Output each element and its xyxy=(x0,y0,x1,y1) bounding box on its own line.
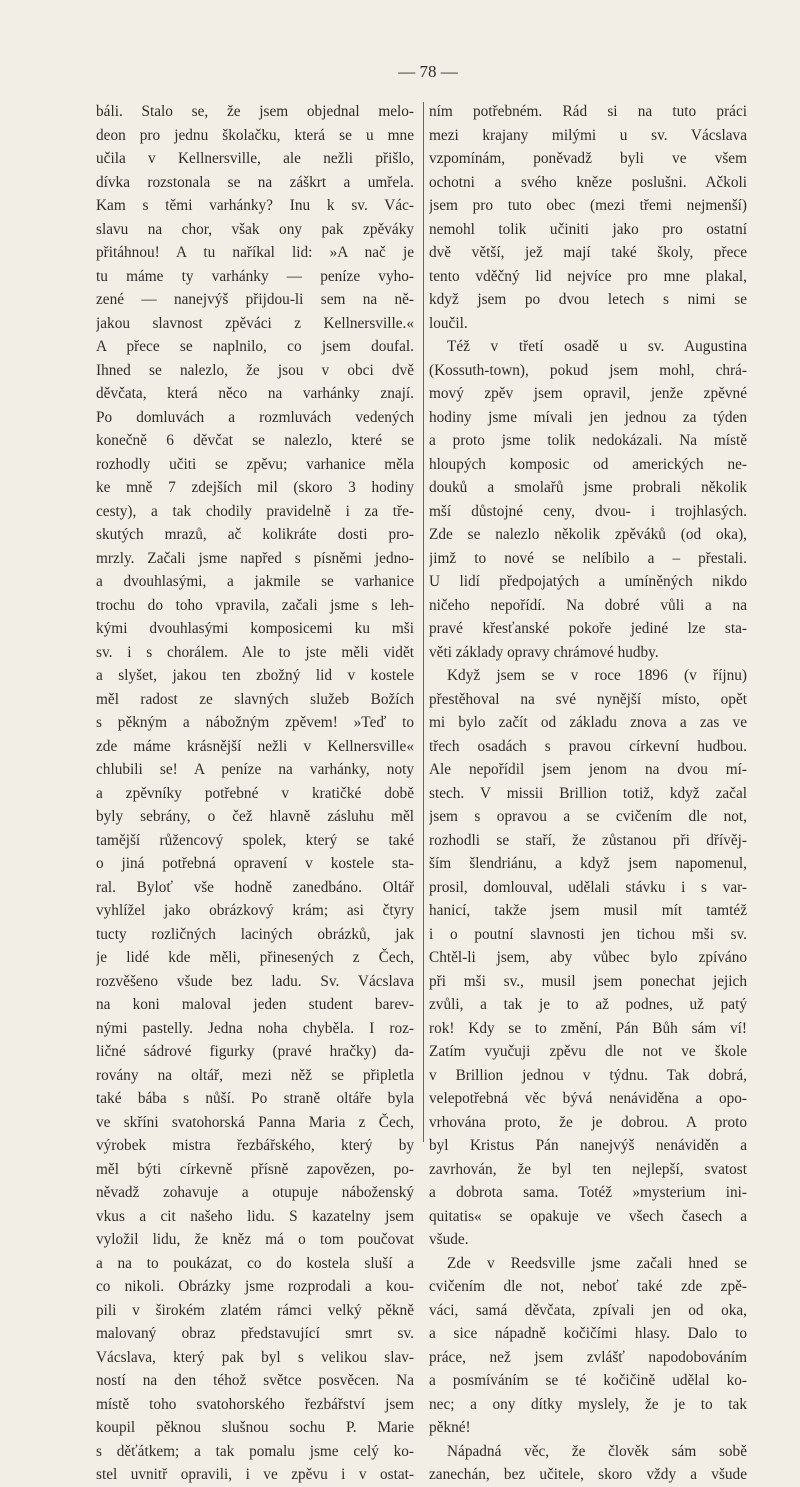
text-line: hloupých komposic od amerických ne- xyxy=(429,455,747,473)
text-line: mi bylo začít od základu znova a zas ve xyxy=(429,714,747,731)
text-line: skutých mrazů, ač kolikráte dosti pro- xyxy=(96,526,414,543)
text-line: Ihned se nalezlo, že jsou v obci dvě xyxy=(96,361,414,379)
text-line: zvůli, a tak je to až podnes, už patý xyxy=(429,996,747,1013)
text-line: stech. V missii Brillion totiž, když začal xyxy=(429,784,747,802)
text-line: loučil. xyxy=(429,314,468,332)
text-line: práce, než jsem zvlášť napodobováním xyxy=(429,1348,747,1366)
column-divider xyxy=(423,102,424,1142)
text-line: konečně 6 děvčat se nalezlo, které se xyxy=(96,432,414,449)
text-line: ve skříni svatohorská Panna Maria z Čech, xyxy=(96,1113,414,1131)
text-line: Nápadná věc, že člověk sám sobě xyxy=(447,1442,747,1460)
text-line: koupil pěknou slušnou sochu P. Marie xyxy=(96,1419,414,1436)
text-line: výrobek mistra řezbářského, který by xyxy=(96,1137,414,1154)
text-line: a slyšet, jakou ten zbožný lid v kostele xyxy=(96,667,414,684)
text-line: dívka rozstonala se na záškrt a umřela. xyxy=(96,173,414,191)
text-line: cvičením dle not, neboť také zde zpě- xyxy=(429,1278,747,1295)
text-line: ličné sádrové figurky (pravé hračky) da- xyxy=(96,1043,414,1060)
text-line: vrhována proto, že je dobrou. A proto xyxy=(429,1113,747,1131)
paragraph xyxy=(429,664,747,1252)
text-line: Chtěl-li jsem, aby vůbec bylo zpíváno xyxy=(429,949,747,966)
text-line: děvčata, která něco na varhánky znají. xyxy=(96,385,414,402)
text-line: rovány na oltář, mezi něž se připletla xyxy=(96,1066,414,1084)
text-line: Zde v Reedsville jsme začali hned se xyxy=(447,1254,747,1272)
text-line: učila v Kellnersville, ale nežli přišlo, xyxy=(96,150,414,167)
paragraph xyxy=(96,100,414,1487)
text-line: ke mně 7 zdejších mil (skoro 3 hodiny xyxy=(96,479,414,496)
text-line: místě toho svatohorského řezbářství jsem xyxy=(96,1395,414,1413)
text-line: rozhodly učiti se zpěvu; varhanice měla xyxy=(96,455,414,473)
text-line: hodiny jsme mívali jen jednou za týden xyxy=(429,408,747,426)
text-line: pěkné! xyxy=(429,1419,471,1436)
text-line: a dobrota sama. Totéž »mysterium ini- xyxy=(429,1184,747,1201)
text-line: hanicí, takže jsem musil mít tamtéž xyxy=(429,902,747,919)
text-line: tamější růžencový spolek, který se také xyxy=(96,831,414,849)
text-line: a dvouhlasými, a jakmile se varhanice xyxy=(96,573,414,590)
text-line: také bába s nůší. Po straně oltáře byla xyxy=(96,1090,414,1107)
text-line: ním potřebném. Rád si na tuto práci xyxy=(429,103,747,120)
text-line: quitatis« se opakuje ve všech časech a xyxy=(429,1207,747,1225)
text-line: tu máme ty varhánky — peníze vyho- xyxy=(96,267,414,285)
text-line: U lidí předpojatých a umíněných nikdo xyxy=(429,573,747,590)
text-line: Zde se nalezlo několik zpěváků (od oka), xyxy=(429,526,747,543)
text-line: mový zpěv jsem opravil, jenže zpěvné xyxy=(429,385,747,402)
text-line: když jsem po dvou letech s nimi se xyxy=(429,291,747,308)
text-line: rozvěšeno všude bez ladu. Sv. Vácslava xyxy=(96,972,414,990)
text-line: vkus a cit našeho lidu. S kazatelny jsem xyxy=(96,1207,414,1225)
text-line: všude. xyxy=(429,1231,469,1248)
text-line: mrzly. Začali jsme napřed s písněmi jedno- xyxy=(96,549,414,567)
text-line: A přece se naplnilo, co jsem doufal. xyxy=(96,338,414,355)
text-line: při mši sv., musil jsem ponechat jejich xyxy=(429,972,747,990)
text-line: zde máme krásnější nežli v Kellnersville« xyxy=(96,737,414,755)
text-line: zanechán, bez učitele, skoro vždy a všude xyxy=(429,1466,747,1483)
paragraph xyxy=(429,335,747,664)
right-text-column xyxy=(429,100,747,1487)
text-line: jsem pro tuto obec (mezi třemi nejmenší) xyxy=(429,197,747,214)
text-line: měl býti církevně přísně zapovězen, po- xyxy=(96,1160,414,1178)
text-line: (Kossuth-town), pokud jsem mohl, chrá- xyxy=(429,361,747,379)
text-line: ším šlendriánu, a když jsem napomenul, xyxy=(429,855,747,872)
text-line: Též v třetí osadě u sv. Augustina xyxy=(447,338,747,355)
text-line: sv. i s chorálem. Ale to jste měli vidět xyxy=(96,643,414,661)
paragraph xyxy=(429,100,747,335)
text-line: nemohl tolik učiniti jako pro ostatní xyxy=(429,220,747,238)
text-line: Po domluvách a rozmluvách vedených xyxy=(96,408,414,426)
text-line: měl radost ze slavných služeb Božích xyxy=(96,690,414,708)
text-line: o jiná potřebná opravení v kostele sta- xyxy=(96,855,414,872)
text-line: i o poutní slavnosti jen tichou mši sv. xyxy=(429,925,747,943)
text-line: přitáhnou! A tu naříkal lid: »A nač je xyxy=(96,244,414,261)
text-line: byly sebrány, o čež hlavně zásluhu měl xyxy=(96,808,414,825)
text-line: rok! Kdy se to změní, Pán Bůh sám ví! xyxy=(429,1019,747,1037)
text-line: cesty), a tak chodily pravidelně i za tře- xyxy=(96,502,414,520)
text-line: a na to poukázat, co do kostela sluší a xyxy=(96,1254,414,1272)
text-line: jsem s opravou a se cvičením dle not, xyxy=(429,808,747,825)
text-line: tento vděčný lid nejvíce pro mne plakal, xyxy=(429,267,747,285)
text-line: jimž to nové se nelíbilo a – přestali. xyxy=(429,549,747,567)
text-line: ničeho nepořídí. Na dobré vůli a na xyxy=(429,596,747,614)
text-line: deon pro jednu školačku, která se u mne xyxy=(96,126,414,144)
text-line: je lidé kde měli, přinesených z Čech, xyxy=(96,949,414,966)
text-line: s děťátkem; a tak pomalu jsme celý ko- xyxy=(96,1442,414,1460)
text-line: velepotřebná věc bývá nenáviděna a opo- xyxy=(429,1090,747,1107)
text-line: a zpěvníky potřebné v kratičké době xyxy=(96,784,414,802)
text-line: vyložil lidu, že kněz má o tom poučovat xyxy=(96,1231,414,1248)
text-line: zavrhován, že byl ten nejlepší, svatost xyxy=(429,1160,747,1178)
text-line: byl Kristus Pán nanejvýš nenáviděn a xyxy=(429,1137,747,1154)
text-line: Když jsem se v roce 1896 (v říjnu) xyxy=(447,667,747,684)
text-line: trochu do toho vpravila, začali jsme s leh- xyxy=(96,596,414,614)
text-line: a proto jsme tolik nedokázali. Na místě xyxy=(429,432,747,449)
text-line: stel uvnitř opravili, i ve zpěvu i v ostat- xyxy=(96,1466,414,1483)
text-line: slavu na chor, však ony pak zpěváky xyxy=(96,220,414,238)
text-line: a posmíváním se té kočičině udělal ko- xyxy=(429,1372,747,1389)
paragraph xyxy=(429,1252,747,1440)
text-line: co nikoli. Obrázky jsme rozprodali a kou- xyxy=(96,1278,414,1295)
text-line: ochotni a svého kněze poslušni. Ačkoli xyxy=(429,173,747,191)
text-line: chlubili se! A peníze na varhánky, noty xyxy=(96,761,414,778)
text-line: ností na den téhož světce posvěcen. Na xyxy=(96,1372,414,1389)
text-line: Kam s těmi varhánky? Inu k sv. Vác- xyxy=(96,197,414,214)
text-line: váci, samá děvčata, zpívali jen od oka, xyxy=(429,1301,747,1319)
text-line: pravé křesťanské pokoře jediné lze sta- xyxy=(429,620,747,637)
text-line: přestěhoval na své nynější místo, opět xyxy=(429,690,747,708)
text-line: zené — nanejvýš přijdou-li sem na ně- xyxy=(96,291,414,308)
text-line: malovaný obraz představující smrt sv. xyxy=(96,1325,414,1342)
text-line: rozhodli se staří, že zůstanou při dřívěj- xyxy=(429,831,747,849)
text-line: tucty rozličných laciných obrázků, jak xyxy=(96,925,414,943)
text-line: nými pastelly. Jedna noha chyběla. I roz- xyxy=(96,1019,414,1037)
text-line: vyhlížel jako obrázkový krám; asi čtyry xyxy=(96,902,414,919)
text-line: třech osadách s pravou církevní hudbou. xyxy=(429,737,747,755)
text-line: Zatím vyučuji zpěvu dle not ve škole xyxy=(429,1043,747,1060)
text-line: kými dvouhlasými komposicemi ku mši xyxy=(96,620,414,637)
page-number: — 78 — xyxy=(398,62,458,81)
text-line: báli. Stalo se, že jsem objednal melo- xyxy=(96,103,414,120)
paragraph xyxy=(429,1440,747,1487)
text-line: prosil, domlouval, udělali stávku i s var- xyxy=(429,878,747,896)
text-line: mezi krajany milými u sv. Vácslava xyxy=(429,126,747,144)
text-line: Ale nepořídil jsem jenom na dvou mí- xyxy=(429,761,747,778)
text-line: douků a smolařů jsme probrali několik xyxy=(429,479,747,496)
left-text-column xyxy=(96,100,414,1487)
text-line: pili v širokém zlatém rámci velký pěkně xyxy=(96,1301,414,1319)
text-line: mší důstojné ceny, dvou- i trojhlasých. xyxy=(429,502,747,520)
text-line: něvadž zohavuje a otupuje náboženský xyxy=(96,1184,414,1201)
text-line: na koni maloval jeden student barev- xyxy=(96,996,414,1013)
text-line: věti základy opravy chrámové hudby. xyxy=(429,643,659,661)
text-line: a sice nápadně kočičími hlasy. Dalo to xyxy=(429,1325,747,1342)
text-line: vzpomínám, poněvadž byli ve všem xyxy=(429,150,747,167)
text-line: nec; a ony dítky myslely, že je to tak xyxy=(429,1395,747,1413)
text-line: s pěkným a nábožným zpěvem! »Teď to xyxy=(96,714,414,731)
text-line: jakou slavnost zpěváci z Kellnersville.« xyxy=(96,314,414,332)
text-line: dvě větší, jež mají také školy, přece xyxy=(429,244,747,261)
text-line: Vácslava, který pak byl s velikou slav- xyxy=(96,1348,414,1366)
text-line: ral. Byloť vše hodně zanedbáno. Oltář xyxy=(96,878,414,896)
text-line: v Brillion jednou v týdnu. Tak dobrá, xyxy=(429,1066,747,1084)
